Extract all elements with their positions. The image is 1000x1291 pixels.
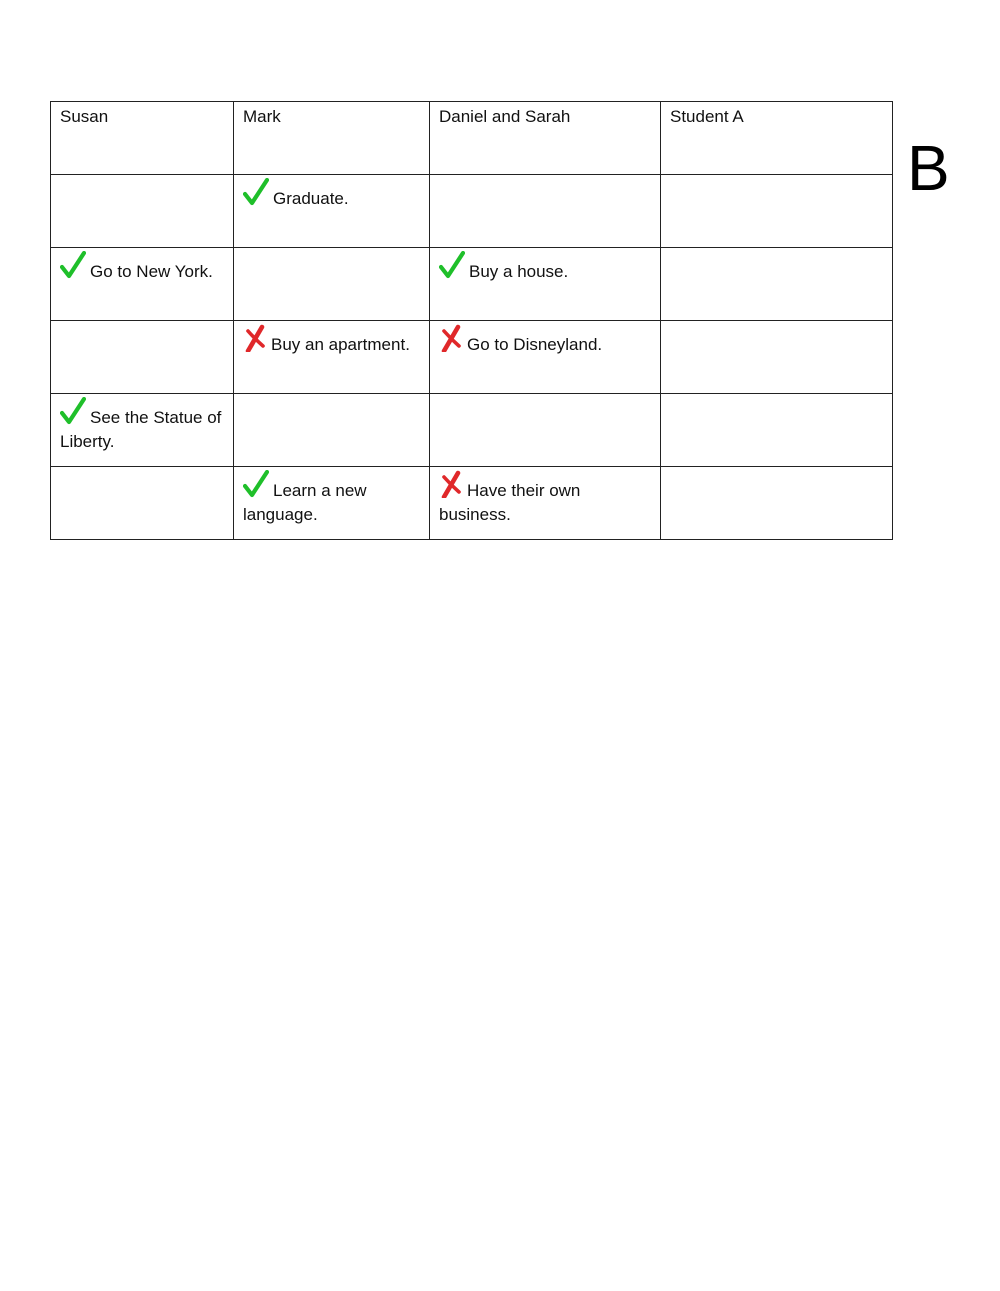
- table-cell-student-a: [661, 394, 893, 467]
- table-row: [51, 467, 893, 540]
- header-cell-daniel-and-sarah: Daniel and Sarah: [430, 102, 661, 175]
- header-cell-student-a: Student A: [661, 102, 893, 175]
- table-cell-mark: [234, 467, 430, 540]
- table-cell-daniel-and-sarah: [430, 394, 661, 467]
- check-icon: [439, 251, 465, 279]
- table-row: [51, 394, 893, 467]
- table-row: [51, 321, 893, 394]
- table-cell-mark: [234, 248, 430, 321]
- check-icon: [60, 251, 86, 279]
- cell-text: Have their own business.: [439, 481, 581, 524]
- cell-text: Go to New York.: [90, 262, 213, 281]
- table-cell-student-a: [661, 467, 893, 540]
- cell-text: See the Statue of Liberty.: [60, 408, 222, 451]
- plans-table-body: [51, 102, 893, 540]
- table-cell-mark: [234, 321, 430, 394]
- table-cell-student-a: [661, 321, 893, 394]
- table-cell-susan: [51, 248, 234, 321]
- check-icon: [243, 470, 269, 498]
- header-cell-susan: Susan: [51, 102, 234, 175]
- cell-text: Buy a house.: [469, 262, 569, 281]
- table-cell-susan: [51, 467, 234, 540]
- cross-icon: [243, 324, 267, 352]
- table-row: [51, 175, 893, 248]
- table-cell-student-a: [661, 248, 893, 321]
- cell-text: Learn a new language.: [243, 481, 367, 524]
- check-icon: [60, 397, 86, 425]
- table-cell-susan: [51, 175, 234, 248]
- table-cell-daniel-and-sarah: [430, 321, 661, 394]
- table-cell-student-a: [661, 175, 893, 248]
- cell-text: Graduate.: [273, 189, 349, 208]
- table-cell-mark: [234, 394, 430, 467]
- table-header-row: [51, 102, 893, 175]
- cross-icon: [439, 324, 463, 352]
- table-cell-susan: [51, 321, 234, 394]
- version-letter: B: [907, 132, 950, 204]
- table-cell-daniel-and-sarah: [430, 467, 661, 540]
- cell-text: Buy an apartment.: [271, 335, 410, 354]
- cross-icon: [439, 470, 463, 498]
- table-cell-daniel-and-sarah: [430, 248, 661, 321]
- table-row: [51, 248, 893, 321]
- table-cell-susan: [51, 394, 234, 467]
- table-cell-daniel-and-sarah: [430, 175, 661, 248]
- plans-table: [50, 101, 893, 540]
- header-cell-mark: Mark: [234, 102, 430, 175]
- cell-text: Go to Disneyland.: [467, 335, 603, 354]
- table-cell-mark: [234, 175, 430, 248]
- check-icon: [243, 178, 269, 206]
